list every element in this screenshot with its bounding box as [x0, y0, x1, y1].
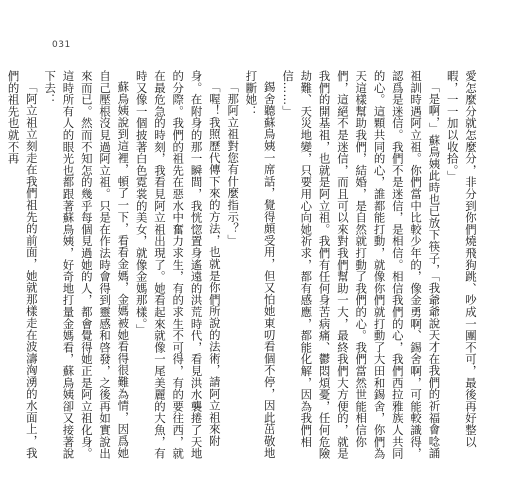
page-number: 031: [52, 40, 71, 50]
paragraph: 「喔！我照歷代傳下來的方法，也就是你們所說的法術，請阿立祖來附身。在附身的那一瞬間，我恍惚置身遙遠的洪荒時代，看見洪水襲捲了天地的分際。我們的祖先在惡水中奮力求生，有的求生不可得，有的要往西，就在最危急的時刻，我看見阿立祖出現了。她看起來就像一尾美麗的大魚，有時又像一個披著白色霓裳的美女，就像金媽那樣。」: [134, 70, 222, 460]
paragraph: 「那阿立祖對您有什麼指示？」: [226, 81, 241, 247]
vertical-text-body: [6, 70, 480, 468]
paragraph: 錫舍聽蘇鳥姨一席話，覺得頗受用，但又怕她東叨看個不停，因此茁敬地打斷她：: [244, 70, 277, 459]
paragraph: 「阿立祖立刻走在我們祖先的前面，她就那樣走在波濤洶湧的水面上，我們的祖先也就不再: [6, 70, 39, 459]
paragraph: 蘇鳥姨說到這裡，頓了一下，看看金媽，金媽被她看得很難為情，因爲她自己壓根沒見過阿立祖。只是在作法時會得到靈感和啓發，之後再如實說出來而已。然而不知怎的幾乎每個見過她的人，都會覺得她正是阿立祖化身。這時所有人的眼光也都跟著蘇鳥姨，好奇地打量金媽看，蘇鳥姨卻又接著說下去：: [43, 70, 131, 460]
paragraph: 愛怎麼分就怎麼分，非分到你們燒飛狗跳、吵成一團不可，最後再好整以暇，一一加以收拾。」: [445, 70, 478, 448]
paragraph: 「是啊，」蘇鳥姨此時也已放下筷子，「我爺爺說天才在我們的祈福會唸誦祖訓時遇阿立祖。你們當中比較少年的，像金勇啊、錫舍啊，可能較識得，認爲是迷信。我們不是迷信，是相信。相信我們的心，我們西拉雅族人共同的心。這顆共同的心，誰都能打動，就像你們就打動了大田和錫舍，你們為天這樣幫助我們，結婚，是自然就打動了我們的心。我們當然世能相信你們，這絕不是迷信，而且可以來對我們幫助一大，最終我們大方便的，就是我們的開基祖，也就是阿立祖。我們有任何身苦病痛、鬱悶煩憂，任何危險劫難、天災地變，只要用心向她祈求，都有感應，都能化解，因為我們相信……」: [281, 70, 442, 460]
